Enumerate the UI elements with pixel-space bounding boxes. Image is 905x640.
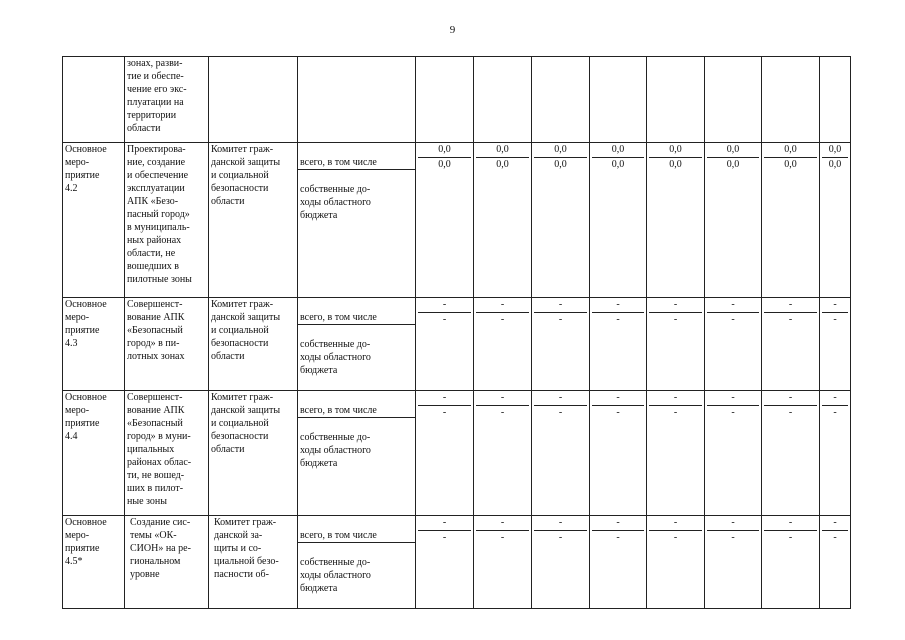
executor-cell	[209, 57, 298, 143]
own-value: 0,0	[611, 159, 625, 170]
value-cell	[820, 143, 851, 298]
total-value: -	[764, 516, 817, 531]
value-cell	[762, 143, 820, 298]
value-cell	[762, 516, 820, 609]
value-cell	[590, 391, 647, 516]
own-value: -	[442, 314, 447, 325]
value-cell	[705, 57, 762, 143]
funding-source-cell	[298, 143, 416, 298]
own-value: 0,0	[669, 159, 682, 170]
value-cell	[647, 57, 705, 143]
event-name-cell: зонах, разви- тие и обеспе- чение его экс- плуатации на территории области	[125, 57, 209, 143]
value-cell	[590, 516, 647, 609]
total-value: -	[592, 298, 644, 313]
funding-source-cell	[298, 57, 416, 143]
value-cell	[532, 143, 590, 298]
own-value: -	[558, 314, 563, 325]
total-value: -	[592, 516, 644, 531]
own-value: -	[833, 407, 837, 418]
value-cell	[532, 298, 590, 391]
table-row	[63, 298, 851, 391]
executor-cell: Комитет граж- данской за- щиты и со- циальной безо- пасности об-	[209, 516, 298, 609]
executor-cell: Комитет граж- данской защиты и социальной безопасности области	[209, 143, 298, 298]
table-row	[63, 57, 851, 143]
value-cell	[762, 298, 820, 391]
total-value: -	[418, 516, 471, 531]
value-cell	[590, 298, 647, 391]
total-value: -	[418, 391, 471, 406]
funding-total-label: всего, в том числе	[298, 156, 415, 170]
funding-source-cell	[298, 516, 416, 609]
value-cell	[532, 516, 590, 609]
value-cell	[762, 391, 820, 516]
table-row	[63, 391, 851, 516]
own-value: -	[558, 532, 563, 543]
total-value: 0,0	[476, 143, 529, 158]
total-value: -	[822, 391, 848, 406]
event-name-cell: Проектирова- ние, создание и обеспечение эксплуатации АПК «Безо- пасный город» в муниципаль- ных районах области, не вошедших в пилотные зоны	[125, 143, 209, 298]
total-value: -	[649, 391, 702, 406]
own-value: -	[500, 314, 505, 325]
total-value: -	[764, 391, 817, 406]
value-cell	[647, 516, 705, 609]
value-cell	[820, 57, 851, 143]
own-value: 0,0	[828, 159, 842, 170]
own-value: -	[442, 532, 447, 543]
funding-total-label: всего, в том числе	[298, 311, 415, 325]
own-value: -	[442, 407, 447, 418]
own-value: -	[833, 532, 837, 543]
event-kind-cell: Основное меро- приятие 4.5*	[63, 516, 125, 609]
own-value: -	[731, 532, 735, 543]
total-value: -	[534, 391, 587, 406]
event-kind-cell: Основное меро- приятие 4.4	[63, 391, 125, 516]
program-table	[62, 56, 851, 609]
value-cell	[705, 298, 762, 391]
value-cell	[820, 516, 851, 609]
own-value: -	[731, 407, 735, 418]
event-kind-cell: Основное меро- приятие 4.3	[63, 298, 125, 391]
value-cell	[474, 391, 532, 516]
page-number: 9	[449, 24, 456, 36]
value-cell	[820, 391, 851, 516]
total-value: 0,0	[707, 143, 759, 158]
value-cell	[590, 57, 647, 143]
funding-source-cell	[298, 298, 416, 391]
total-value: -	[822, 516, 848, 531]
value-cell	[647, 143, 705, 298]
total-value: -	[707, 298, 759, 313]
own-value: -	[788, 407, 793, 418]
own-value: 0,0	[784, 159, 797, 170]
value-cell	[705, 391, 762, 516]
value-cell	[416, 57, 474, 143]
own-value: 0,0	[554, 159, 567, 170]
total-value: -	[476, 391, 529, 406]
value-cell	[416, 516, 474, 609]
funding-own-label: собственные до- ходы областного бюджета	[300, 339, 371, 376]
own-value: -	[616, 407, 620, 418]
total-value: -	[707, 391, 759, 406]
funding-own-label: собственные до- ходы областного бюджета	[300, 184, 371, 221]
own-value: -	[731, 314, 735, 325]
own-value: -	[673, 314, 678, 325]
value-cell	[647, 391, 705, 516]
total-value: -	[822, 298, 848, 313]
table-row	[63, 143, 851, 298]
total-value: 0,0	[764, 143, 817, 158]
total-value: -	[418, 298, 471, 313]
own-value: 0,0	[438, 159, 451, 170]
event-kind-cell	[63, 57, 125, 143]
value-cell	[474, 143, 532, 298]
total-value: 0,0	[418, 143, 471, 158]
own-value: 0,0	[726, 159, 740, 170]
total-value: -	[649, 298, 702, 313]
total-value: 0,0	[649, 143, 702, 158]
value-cell	[705, 516, 762, 609]
own-value: -	[558, 407, 563, 418]
total-value: -	[476, 298, 529, 313]
funding-source-cell	[298, 391, 416, 516]
own-value: -	[673, 407, 678, 418]
value-cell	[820, 298, 851, 391]
value-cell	[590, 143, 647, 298]
event-name-cell: Совершенст- вование АПК «Безопасный город» в пи- лотных зонах	[125, 298, 209, 391]
own-value: -	[616, 532, 620, 543]
own-value: -	[673, 532, 678, 543]
executor-cell: Комитет граж- данской защиты и социальной безопасности области	[209, 391, 298, 516]
own-value: 0,0	[496, 159, 509, 170]
total-value: -	[764, 298, 817, 313]
own-value: -	[500, 407, 505, 418]
value-cell	[474, 298, 532, 391]
total-value: 0,0	[592, 143, 644, 158]
value-cell	[416, 143, 474, 298]
funding-total-label: всего, в том числе	[298, 404, 415, 418]
funding-own-label: собственные до- ходы областного бюджета	[300, 432, 371, 469]
funding-total-label: всего, в том числе	[298, 529, 415, 543]
value-cell	[762, 57, 820, 143]
total-value: -	[592, 391, 644, 406]
value-cell	[647, 298, 705, 391]
value-cell	[416, 391, 474, 516]
total-value: -	[707, 516, 759, 531]
own-value: -	[788, 532, 793, 543]
event-name-cell: Создание сис- темы «ОК- СИОН» на ре- гиональном уровне	[125, 516, 209, 609]
value-cell	[474, 516, 532, 609]
own-value: -	[833, 314, 837, 325]
event-kind-cell: Основное меро- приятие 4.2	[63, 143, 125, 298]
total-value: -	[649, 516, 702, 531]
value-cell	[532, 391, 590, 516]
value-cell	[705, 143, 762, 298]
value-cell	[532, 57, 590, 143]
value-cell	[416, 298, 474, 391]
own-value: -	[616, 314, 620, 325]
total-value: -	[476, 516, 529, 531]
total-value: 0,0	[534, 143, 587, 158]
own-value: -	[788, 314, 793, 325]
own-value: -	[500, 532, 505, 543]
total-value: 0,0	[822, 143, 848, 158]
event-name-cell: Совершенст- вование АПК «Безопасный город» в муни- ципальных районах облас- ти, не вошед- ших в пилот- ные зоны	[125, 391, 209, 516]
executor-cell: Комитет граж- данской защиты и социальной безопасности области	[209, 298, 298, 391]
funding-own-label: собственные до- ходы областного бюджета	[300, 557, 371, 594]
value-cell	[474, 57, 532, 143]
total-value: -	[534, 298, 587, 313]
table-row	[63, 516, 851, 609]
total-value: -	[534, 516, 587, 531]
